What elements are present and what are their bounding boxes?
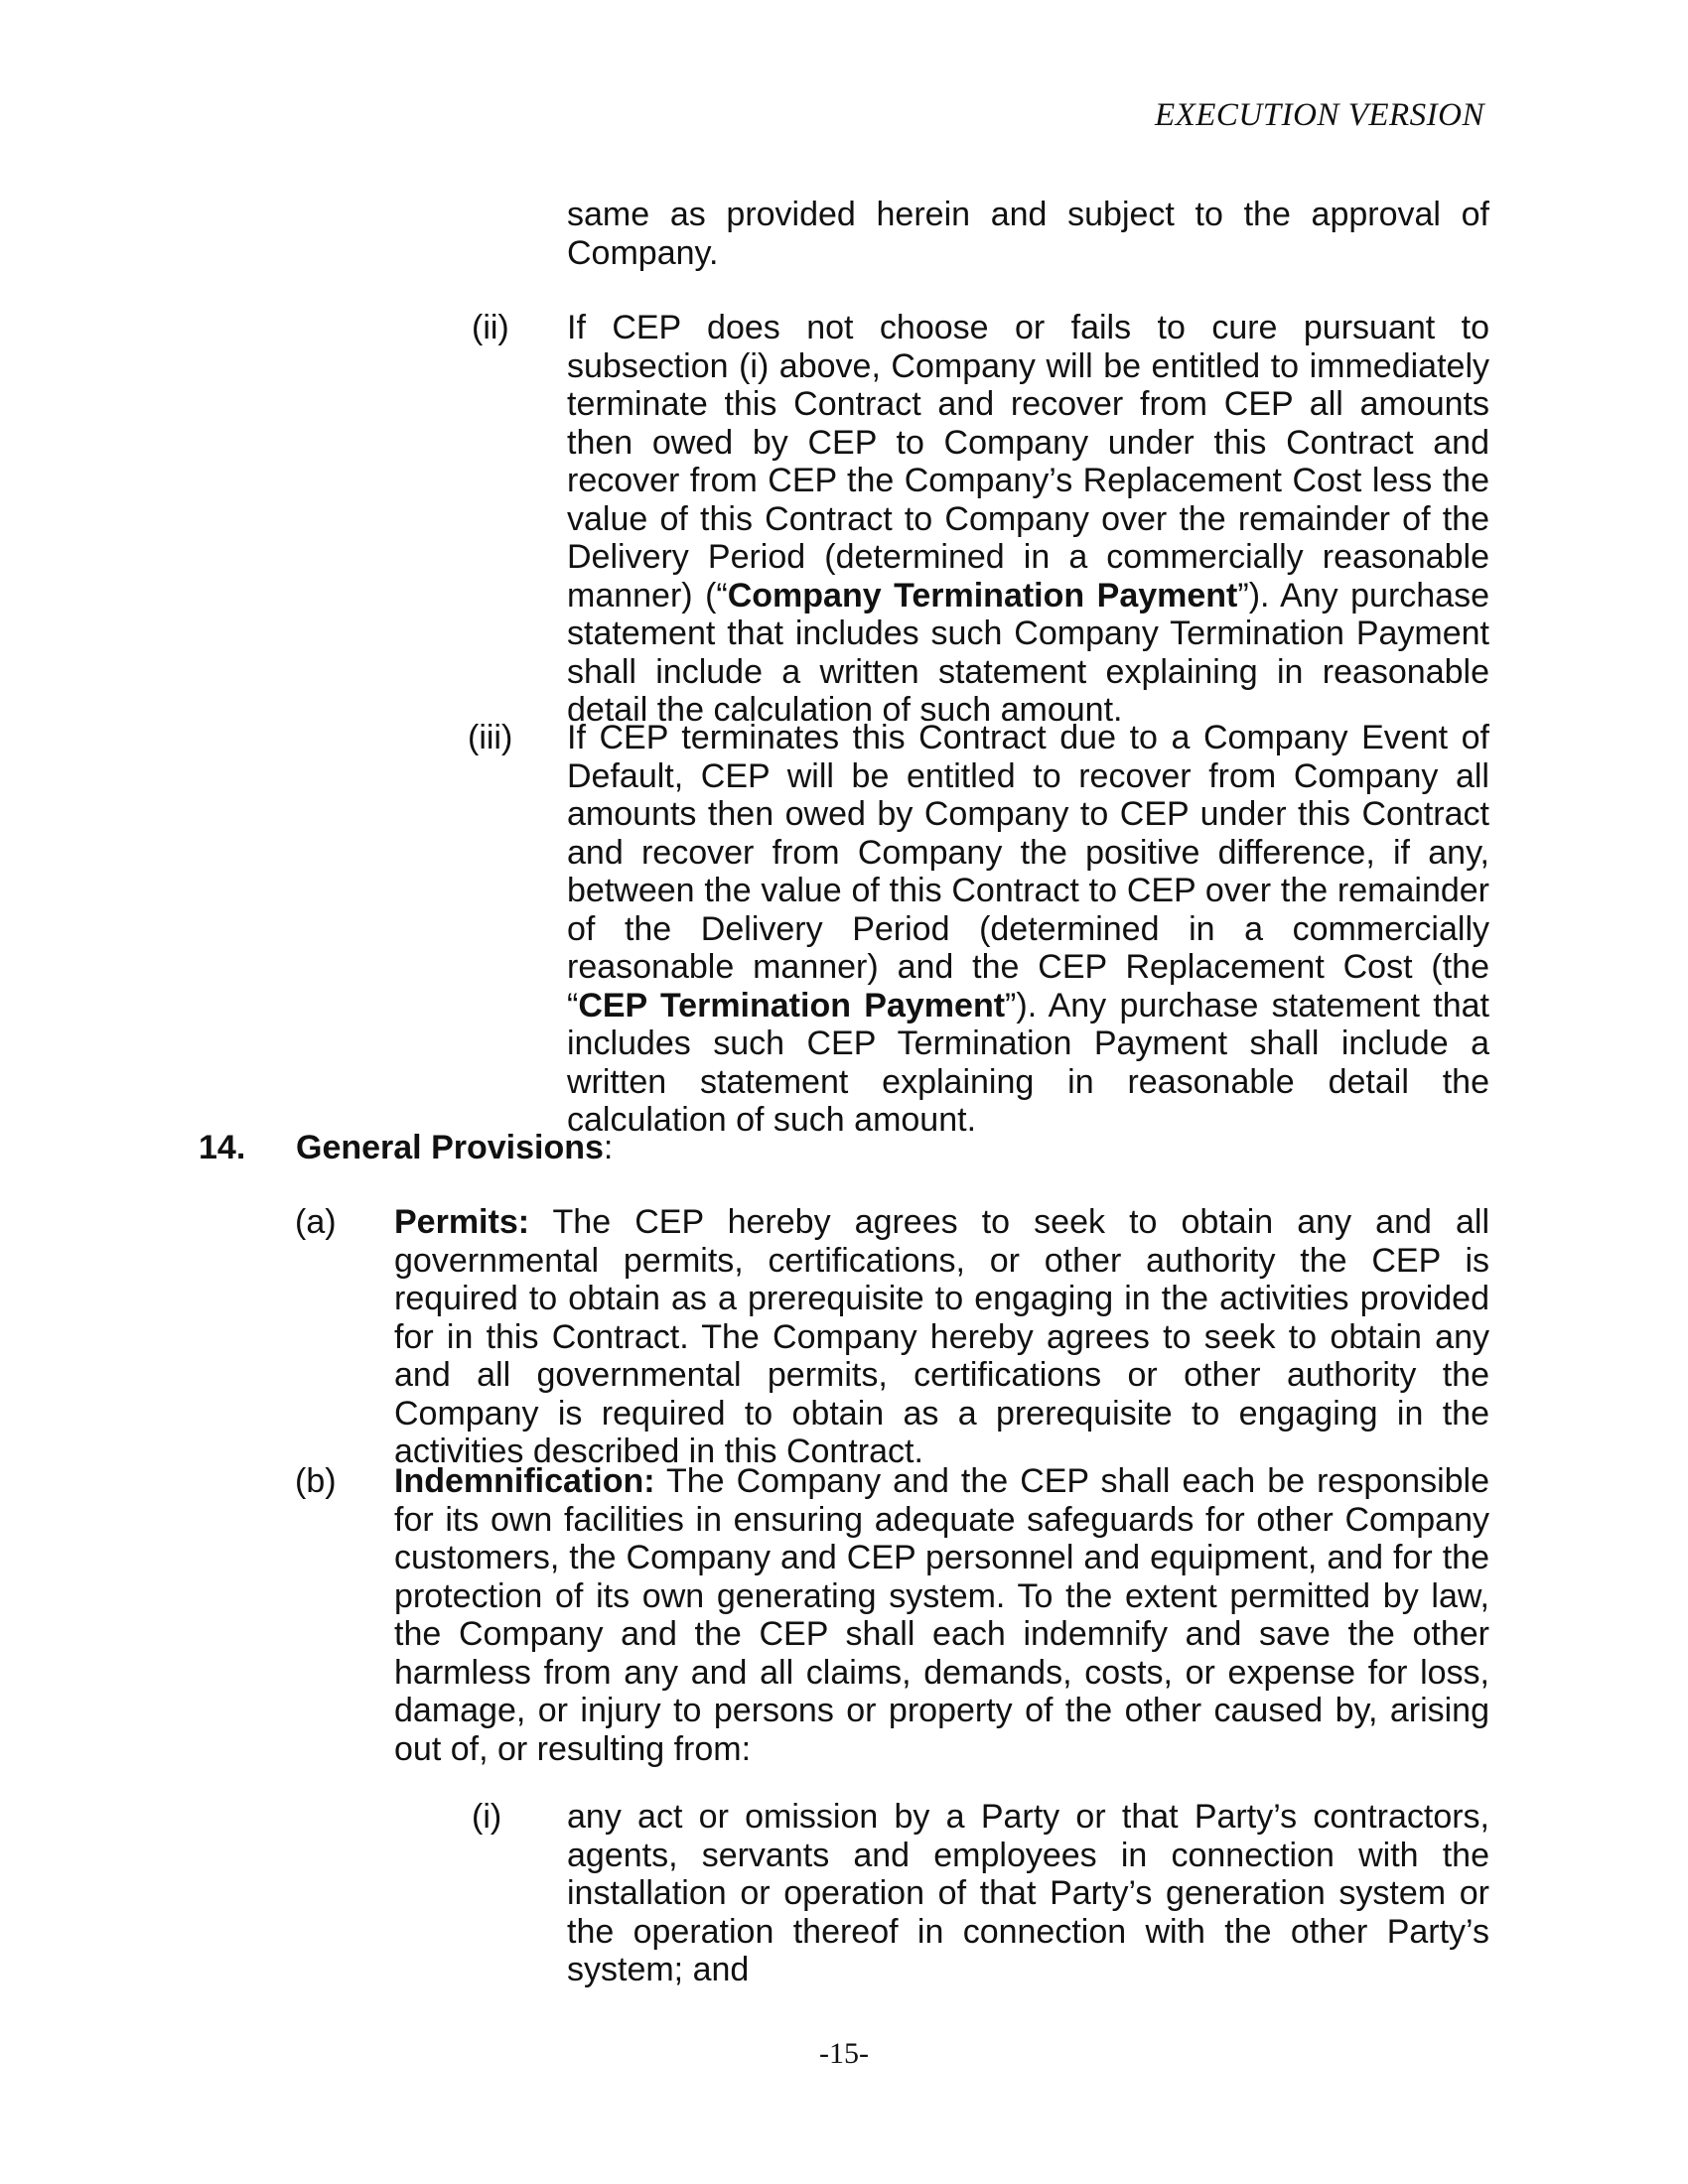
item-a-paragraph bbox=[394, 1203, 1489, 1471]
company-termination-payment-term: Company Termination Payment bbox=[727, 576, 1238, 614]
indemnification-heading: Indemnification: bbox=[394, 1462, 655, 1500]
item-b-i-paragraph: any act or omission by a Party or that Party’s contractors, agents, servants and employees in connection with the installation or operation of that Party’s generation system or the operation thereof in connection with the other Party’s system; and bbox=[567, 1798, 1489, 1988]
section-number: 14. bbox=[199, 1129, 246, 1166]
item-b-i-marker: (i) bbox=[472, 1798, 502, 1836]
item-a-marker: (a) bbox=[295, 1203, 337, 1241]
section-title: General Provisions bbox=[296, 1129, 604, 1166]
item-ii-text-a: If CEP does not choose or fails to cure pursuant to subsection (i) above, Company will be entitled to immediately terminate this Contract and recover from CEP all amounts then owed by CEP to Company under this Contract and recover from CEP the Company’s Replacement Cost less the value of this Contract to Company over the remainder of the Delivery Period (determined in a commercially reasonable manner) (“ bbox=[567, 309, 1489, 614]
section-title-colon: : bbox=[603, 1129, 614, 1166]
item-ii-paragraph bbox=[567, 309, 1489, 730]
item-b-text: The Company and the CEP shall each be responsible for its own facilities in ensuring adequate safeguards for other Company customers, the Company and CEP personnel and equipment, and for the protection of its own generating system. To the extent permitted by law, the Company and the CEP shall each indemnify and save the other harmless from any and all claims, demands, costs, or expense for loss, damage, or injury to persons or property of the other caused by, arising out of, or resulting from: bbox=[394, 1462, 1489, 1768]
execution-version-header: EXECUTION VERSION bbox=[1154, 97, 1484, 133]
cep-termination-payment-term: CEP Termination Payment bbox=[578, 986, 1006, 1024]
page-number: -15- bbox=[819, 2037, 869, 2070]
item-b-paragraph bbox=[394, 1462, 1489, 1768]
permits-heading: Permits: bbox=[394, 1203, 530, 1241]
item-iii-marker: (iii) bbox=[468, 719, 513, 756]
item-ii-marker: (ii) bbox=[472, 309, 509, 346]
item-a-text: The CEP hereby agrees to seek to obtain any and all governmental permits, certifications, or other authority the CEP is required to obtain as a prerequisite to engaging in the activities provided for in this Contract. The Company hereby agrees to seek to obtain any and all governmental permits, certifications or other authority the Company is required to obtain as a prerequisite to engaging in the activities described in this Contract. bbox=[394, 1203, 1489, 1470]
item-ii-text-b: ”). Any purchase statement that includes such Company Termination Payment shall include a written statement explaining in reasonable detail the calculation of such amount. bbox=[567, 576, 1489, 729]
item-iii-text-b: ”). Any purchase statement that includes such CEP Termination Payment shall include a written statement explaining in reasonable detail the calculation of such amount. bbox=[567, 986, 1490, 1139]
continuation-paragraph: same as provided herein and subject to the approval of Company. bbox=[567, 196, 1489, 272]
section-heading bbox=[296, 1129, 613, 1167]
item-iii-paragraph bbox=[567, 719, 1489, 1140]
item-iii-text-a: If CEP terminates this Contract due to a Company Event of Default, CEP will be entitled to recover from Company all amounts then owed by Company to CEP under this Contract and recover from Company the positive difference, if any, between the value of this Contract to CEP over the remainder of the Delivery Period (determined in a commercially reasonable manner) and the CEP Replacement Cost (the “ bbox=[567, 719, 1489, 1024]
item-b-marker: (b) bbox=[295, 1462, 337, 1500]
